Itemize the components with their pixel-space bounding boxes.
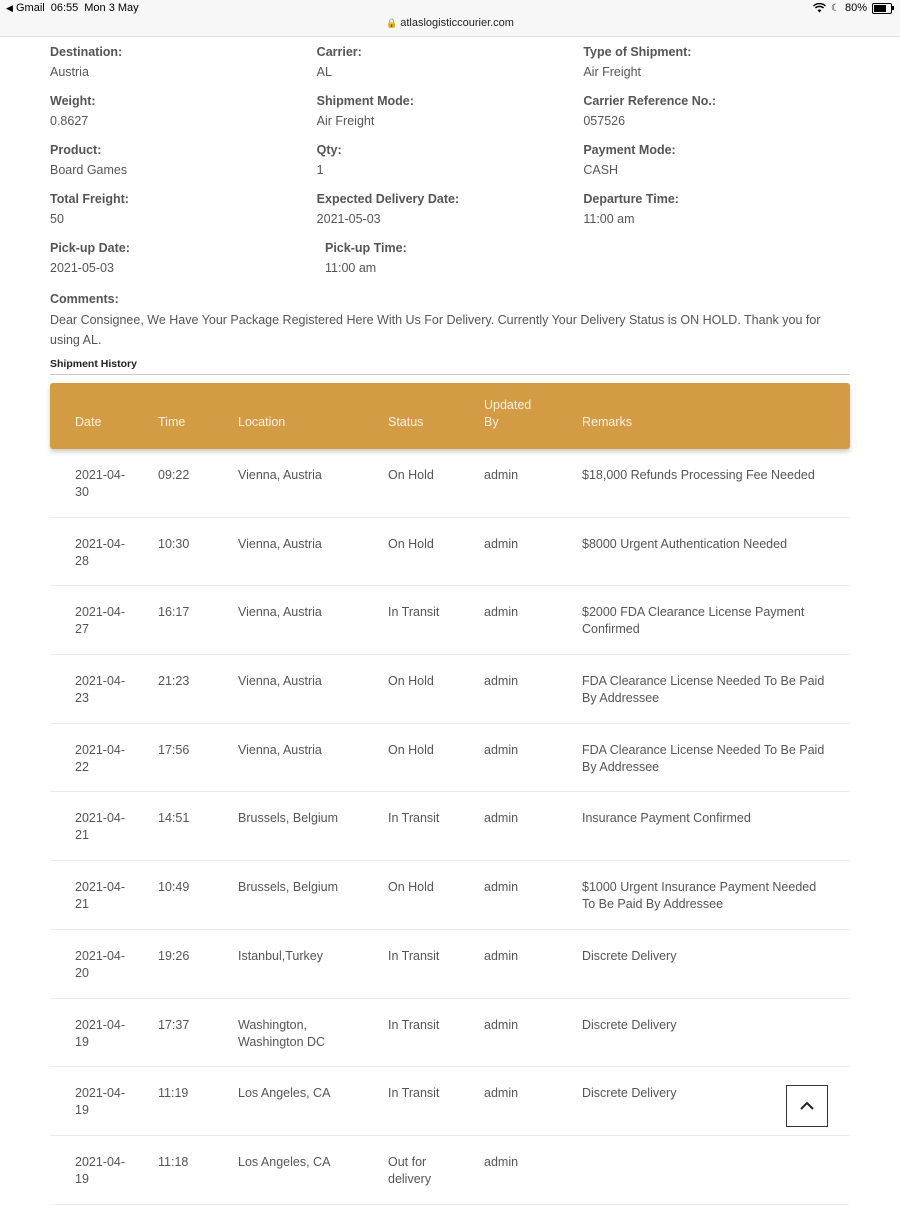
header-updated-by: Updated By [484, 398, 532, 429]
cell-remarks: $2000 FDA Clearance License Payment Confirmed [582, 605, 805, 637]
detail-label: Expected Delivery Date: [316, 192, 460, 206]
status-date: Mon 3 May [84, 2, 139, 14]
detail-label: Weight: [50, 94, 96, 108]
detail-qty [317, 140, 584, 189]
table-row [50, 861, 850, 930]
comments-section [50, 289, 850, 350]
shipment-details [50, 42, 850, 287]
cell-status: In Transit [388, 1017, 440, 1032]
cell-updated-by: admin [484, 536, 519, 551]
cell-status: On Hold [388, 468, 434, 482]
header-status: Status [388, 415, 424, 429]
battery-percent: 80% [844, 2, 867, 14]
battery-icon [872, 3, 892, 14]
ios-status-bar [0, 0, 900, 37]
table-row [50, 792, 850, 861]
cell-remarks: FDA Clearance License Needed To Be Paid By Addressee [582, 742, 825, 774]
detail-product [50, 140, 317, 189]
cell-updated-by: admin [484, 605, 519, 620]
header-location: Location [238, 415, 286, 429]
detail-pickup-date [50, 238, 325, 287]
lock-icon: 🔒 [386, 18, 398, 28]
chevron-up-icon [799, 1101, 815, 1111]
cell-remarks: Insurance Payment Confirmed [582, 811, 751, 826]
shipment-history-table [50, 383, 850, 1205]
cell-location: Vienna, Austria [238, 605, 322, 620]
cell-location: Los Angeles, CA [238, 1154, 331, 1169]
details-row [50, 91, 850, 140]
back-arrow-icon: ◀ [6, 3, 13, 13]
table-row [50, 655, 850, 724]
wifi-icon [813, 3, 826, 13]
cell-date: 2021-04-19 [75, 1154, 126, 1186]
url-text: atlaslogisticcourier.com [400, 17, 514, 29]
cell-date: 2021-04-30 [75, 468, 126, 499]
detail-label: Shipment Mode: [316, 94, 414, 108]
cell-time: 11:18 [158, 1154, 189, 1169]
cell-location: Vienna, Austria [238, 536, 322, 551]
cell-updated-by: admin [484, 948, 519, 963]
cell-date: 2021-04-28 [75, 536, 126, 568]
detail-total-freight [50, 189, 317, 238]
detail-label: Qty: [316, 143, 342, 157]
detail-value: 50 [50, 212, 64, 226]
cell-updated-by: admin [484, 742, 519, 757]
cell-date: 2021-04-19 [75, 1086, 126, 1118]
header-date: Date [75, 415, 102, 429]
cell-date: 2021-04-21 [75, 880, 126, 912]
detail-value: 2021-05-03 [316, 212, 381, 226]
details-row [50, 238, 850, 287]
cell-time: 10:49 [158, 880, 190, 895]
cell-status: In Transit [388, 1086, 440, 1101]
detail-shipment-type [583, 42, 850, 91]
cell-time: 14:51 [158, 811, 190, 826]
detail-value: 1 [316, 163, 324, 177]
table-row [50, 1136, 850, 1205]
cell-updated-by: admin [484, 674, 519, 689]
cell-location: Istanbul,Turkey [238, 948, 323, 963]
detail-value: 0.8627 [50, 114, 89, 128]
cell-status: In Transit [388, 605, 440, 620]
cell-location: Vienna, Austria [238, 674, 322, 689]
cell-status: On Hold [388, 674, 434, 689]
moon-icon: ☾ [831, 2, 840, 14]
detail-label: Pick-up Time: [325, 241, 407, 255]
shipment-history-title: Shipment History [50, 358, 850, 375]
cell-date: 2021-04-21 [75, 811, 126, 843]
cell-time: 17:56 [158, 742, 190, 757]
cell-date: 2021-04-22 [75, 742, 126, 774]
details-row [50, 189, 850, 238]
cell-updated-by: admin [484, 468, 519, 482]
detail-label: Type of Shipment: [583, 45, 692, 59]
cell-status: Out for delivery [388, 1154, 432, 1186]
cell-time: 10:30 [158, 536, 190, 551]
cell-location: Los Angeles, CA [238, 1086, 331, 1101]
cell-remarks: $18,000 Refunds Processing Fee Needed [582, 468, 815, 482]
cell-location: Brussels, Belgium [238, 811, 339, 826]
cell-location: Washington, Washington DC [238, 1017, 326, 1049]
detail-departure-time [583, 189, 850, 238]
cell-location: Vienna, Austria [238, 742, 322, 757]
detail-label: Carrier: [316, 45, 362, 59]
cell-time: 21:23 [158, 674, 190, 689]
cell-date: 2021-04-20 [75, 948, 126, 980]
cell-time: 09:22 [158, 468, 190, 482]
detail-carrier [317, 42, 584, 91]
detail-value: Board Games [50, 163, 128, 177]
detail-value: Austria [50, 65, 89, 79]
cell-remarks: FDA Clearance License Needed To Be Paid By Addressee [582, 674, 825, 706]
cell-status: On Hold [388, 536, 434, 551]
table-row [50, 1067, 850, 1136]
cell-date: 2021-04-19 [75, 1017, 126, 1049]
cell-location: Brussels, Belgium [238, 880, 339, 895]
detail-label: Destination: [50, 45, 123, 59]
cell-time: 16:17 [158, 605, 190, 620]
cell-updated-by: admin [484, 1154, 519, 1169]
cell-location: Vienna, Austria [238, 468, 322, 482]
details-row [50, 140, 850, 189]
detail-destination [50, 42, 317, 91]
header-time: Time [158, 415, 186, 429]
table-row [50, 586, 850, 655]
cell-remarks: $1000 Urgent Insurance Payment Needed To Be Paid By Addressee [582, 880, 817, 912]
detail-label: Total Freight: [50, 192, 129, 206]
detail-label: Pick-up Date: [50, 241, 130, 255]
detail-label: Departure Time: [583, 192, 679, 206]
table-header [50, 383, 850, 449]
cell-updated-by: admin [484, 811, 519, 826]
table-row [50, 999, 850, 1068]
detail-value: Air Freight [316, 114, 375, 128]
cell-remarks: Discrete Delivery [582, 1017, 677, 1032]
comments-text: Dear Consignee, We Have Your Package Registered Here With Us For Delivery. Currently Your Delivery Status is ON HOLD. Thank you for using AL. [50, 313, 821, 347]
table-row [50, 930, 850, 999]
detail-payment-mode [583, 140, 850, 189]
cell-time: 17:37 [158, 1017, 190, 1032]
detail-value: 11:00 am [325, 261, 377, 275]
detail-value: 2021-05-03 [50, 261, 114, 275]
detail-carrier-ref [583, 91, 850, 140]
address-bar[interactable] [0, 17, 900, 29]
detail-value: Air Freight [583, 65, 641, 79]
cell-remarks: Discrete Delivery [582, 1086, 677, 1101]
status-left [6, 2, 139, 14]
detail-shipment-mode [317, 91, 584, 140]
details-row [50, 42, 850, 91]
back-to-app-button[interactable] [6, 2, 45, 14]
cell-status: In Transit [388, 811, 440, 826]
detail-value: 11:00 am [583, 212, 635, 226]
cell-time: 11:19 [158, 1086, 189, 1101]
cell-updated-by: admin [484, 1017, 519, 1032]
header-remarks: Remarks [582, 415, 633, 429]
table-row [50, 449, 850, 518]
cell-remarks: Discrete Delivery [582, 948, 677, 963]
cell-updated-by: admin [484, 880, 519, 895]
cell-remarks: $8000 Urgent Authentication Needed [582, 536, 788, 551]
back-app-label: Gmail [15, 2, 45, 14]
detail-label: Product: [50, 143, 102, 157]
table-body [50, 449, 850, 1205]
status-right [813, 2, 892, 14]
detail-value: 057526 [583, 114, 626, 128]
detail-label: Payment Mode: [583, 143, 676, 157]
cell-status: On Hold [388, 880, 434, 895]
status-time: 06:55 [50, 2, 79, 14]
cell-status: In Transit [388, 948, 440, 963]
detail-expected-delivery [317, 189, 584, 238]
comments-label: Comments: [50, 292, 119, 306]
table-row [50, 518, 850, 587]
cell-updated-by: admin [484, 1086, 519, 1101]
cell-time: 19:26 [158, 948, 190, 963]
cell-date: 2021-04-27 [75, 605, 126, 637]
detail-value: AL [316, 65, 332, 79]
cell-status: On Hold [388, 742, 434, 757]
detail-label: Carrier Reference No.: [583, 94, 717, 108]
table-row [50, 724, 850, 793]
scroll-to-top-button[interactable] [786, 1085, 828, 1127]
cell-date: 2021-04-23 [75, 674, 126, 706]
detail-weight [50, 91, 317, 140]
detail-pickup-time [325, 238, 600, 287]
detail-value: CASH [583, 163, 619, 177]
